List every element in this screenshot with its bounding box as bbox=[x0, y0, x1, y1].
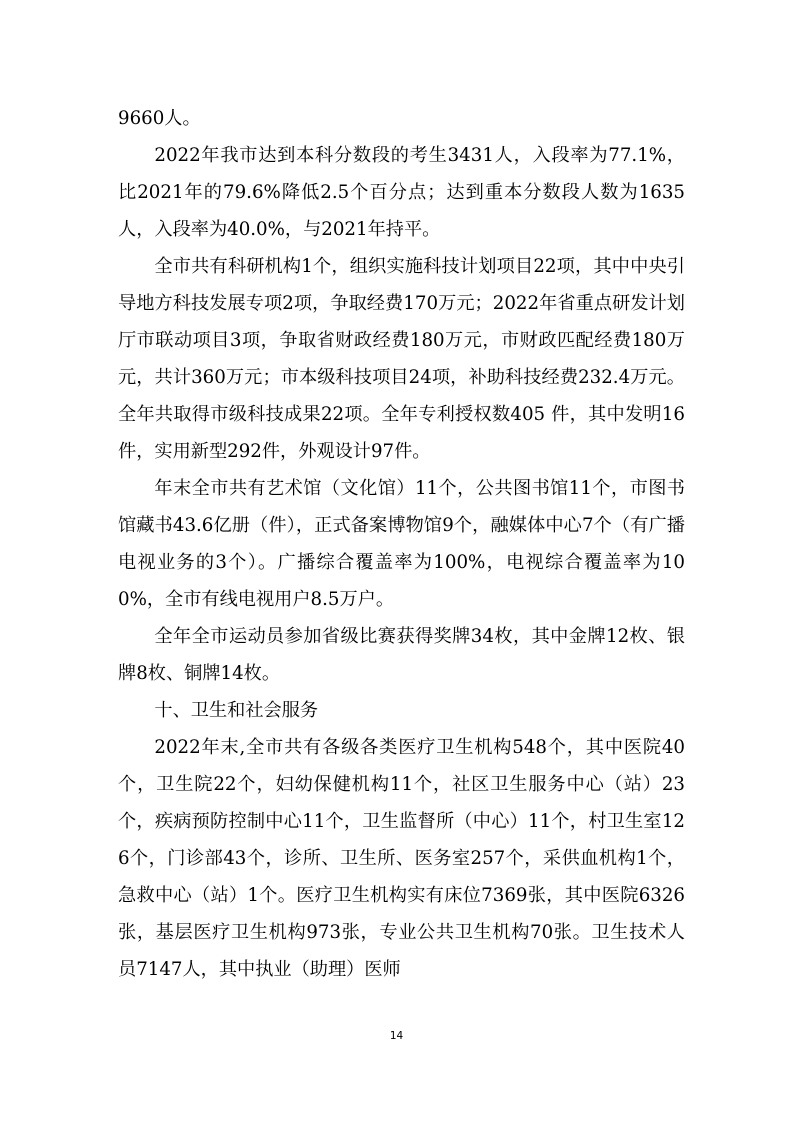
paragraph-continuation: 9660人。 bbox=[118, 108, 201, 129]
document-body bbox=[118, 100, 685, 988]
section-heading-health: 十、卫生和社会服务 bbox=[154, 700, 319, 721]
paragraph-sports: 全年全市运动员参加省级比赛获得奖牌34枚，其中金牌12枚、银牌8枚、铜牌14枚。 bbox=[118, 626, 685, 684]
paragraph-exam-scores: 2022年我市达到本科分数段的考生3431人，入段率为77.1%，比2021年的79.6%降低2.5个百分点；达到重本分数段人数为1635人，入段率为40.0%，与2021年持平。 bbox=[118, 145, 685, 240]
paragraph-culture: 年末全市共有艺术馆（文化馆）11个，公共图书馆11个，市图书馆藏书43.6亿册（件），正式备案博物馆9个，融媒体中心7个（有广播电视业务的3个）。广播综合覆盖率为100%，电视综合覆盖率为100%，全市有线电视用户8.5万户。 bbox=[118, 478, 685, 610]
page-number: 14 bbox=[389, 1030, 404, 1042]
paragraph-health-institutions: 2022年末,全市共有各级各类医疗卫生机构548个，其中医院40个，卫生院22个，妇幼保健机构11个，社区卫生服务中心（站）23个，疾病预防控制中心11个，卫生监督所（中心）11个，村卫生室126个，门诊部43个，诊所、卫生所、医务室257个，采供血机构1个，急救中心（站）1个。医疗卫生机构实有床位7369张，其中医院6326张，基层医疗卫生机构973张，专业公共卫生机构70张。卫生技术人员7147人，其中执业（助理）医师 bbox=[118, 737, 685, 980]
paragraph-science-technology: 全市共有科研机构1个，组织实施科技计划项目22项，其中中央引导地方科技发展专项2项，争取经费170万元；2022年省重点研发计划厅市联动项目3项，争取省财政经费180万元，市财政匹配经费180万元，共计360万元；市本级科技项目24项，补助科技经费232.4万元。全年共取得市级科技成果22项。全年专利授权数405 件，其中发明16件，实用新型292件，外观设计97件。 bbox=[118, 256, 685, 462]
